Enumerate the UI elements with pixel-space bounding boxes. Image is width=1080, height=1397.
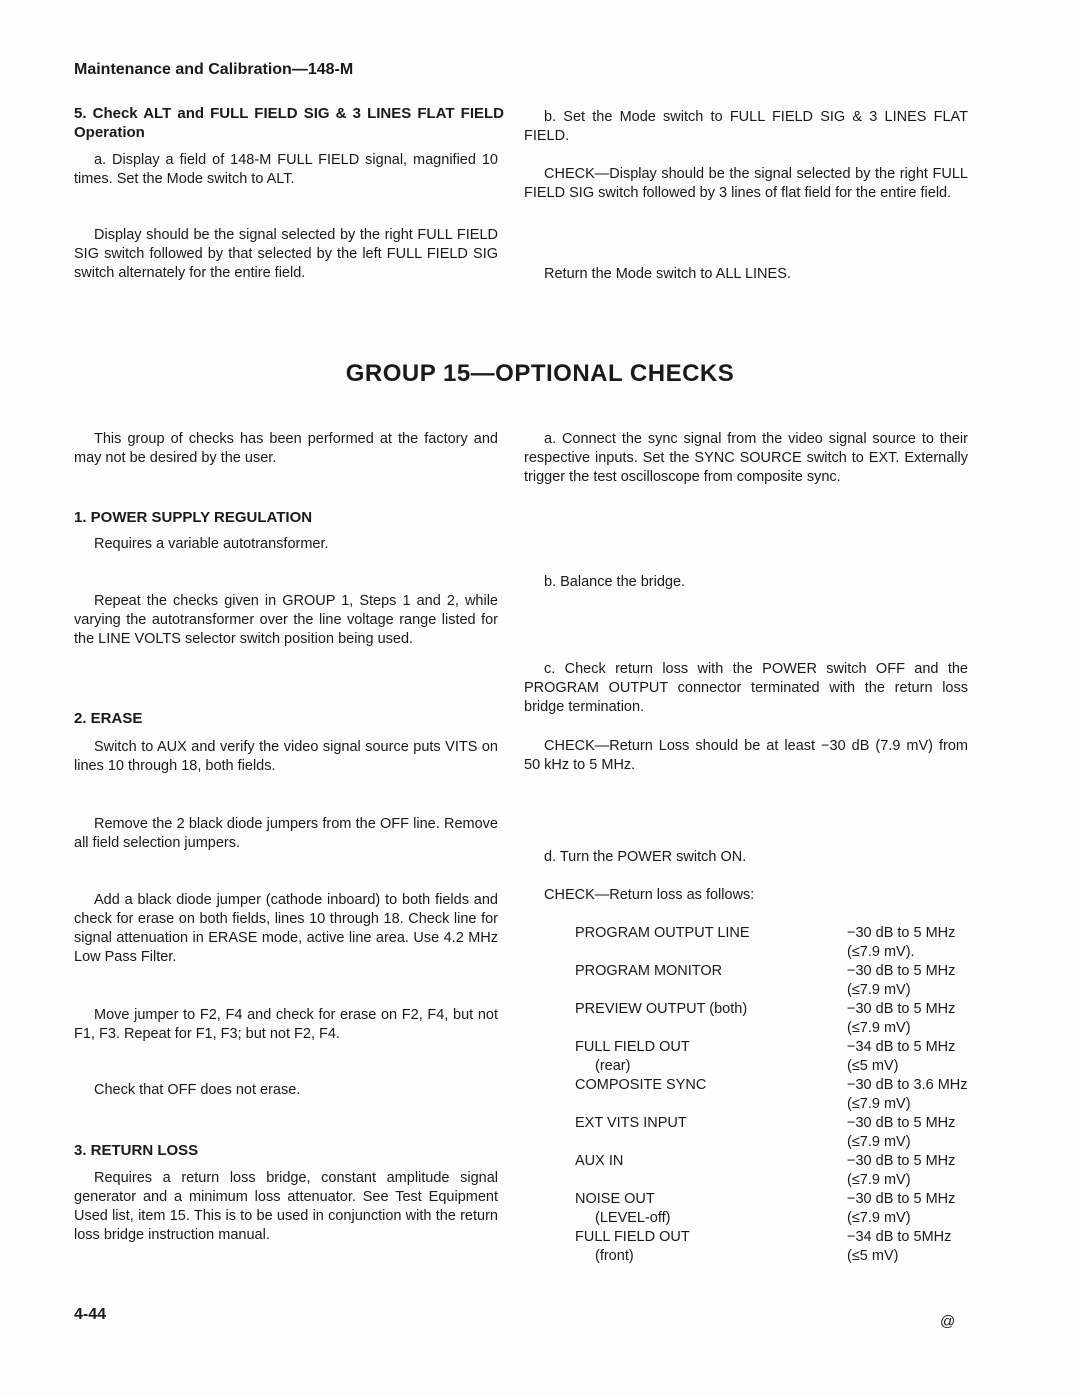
table-row bbox=[575, 1190, 992, 1209]
row-value: −30 dB to 5 MHz bbox=[847, 963, 956, 979]
step5-heading: 5. Check ALT and FULL FIELD SIG & 3 LINES FLAT FIELD Operation bbox=[74, 105, 504, 141]
table-row bbox=[575, 924, 992, 943]
row-name: COMPOSITE SYNC bbox=[575, 1077, 707, 1093]
s1-repeat: Repeat the checks given in GROUP 1, Steps 1 and 2, while varying the autotransformer over the line voltage range listed for the LINE VOLTS selector switch position being used. bbox=[74, 593, 498, 647]
group-title: GROUP 15—OPTIONAL CHECKS bbox=[345, 360, 735, 387]
s3-check2: CHECK—Return loss as follows: bbox=[544, 887, 755, 903]
s3-requires: Requires a return loss bridge, constant amplitude signal generator and a minimum loss attenuator. See Test Equipment Used list, item 15. This is to be used in conjunction with the return loss bridge instruction manual. bbox=[74, 1170, 498, 1243]
s3-c: c. Check return loss with the POWER switch OFF and the PROGRAM OUTPUT connector terminated with the return loss bridge termination. bbox=[524, 661, 968, 715]
s3-heading: 3. RETURN LOSS bbox=[74, 1142, 199, 1159]
row-limit: (≤7.9 mV) bbox=[847, 1096, 911, 1112]
table-row bbox=[575, 1038, 992, 1057]
step5-b: b. Set the Mode switch to FULL FIELD SIG & 3 LINES FLAT FIELD. bbox=[524, 109, 968, 144]
row-value: −30 dB to 5 MHz bbox=[847, 1001, 956, 1017]
row-name: PROGRAM MONITOR bbox=[575, 963, 723, 979]
row-name: EXT VITS INPUT bbox=[575, 1115, 687, 1131]
step5-check: CHECK—Display should be the signal selected by the right FULL FIELD SIG switch followed by 3 lines of flat field for the entire field. bbox=[524, 166, 968, 201]
row-limit: (≤5 mV) bbox=[847, 1058, 899, 1074]
step5-return: Return the Mode switch to ALL LINES. bbox=[544, 266, 791, 282]
table-row-sub bbox=[575, 943, 992, 962]
row-value: −30 dB to 5 MHz bbox=[847, 925, 956, 941]
s2-add: Add a black diode jumper (cathode inboard) to both fields and check for erase on both fields, lines 10 through 18. Check line for signal attenuation in ERASE mode, active line area. Use 4.2 MHz Low Pass Filter. bbox=[74, 892, 498, 965]
table-row-sub bbox=[575, 1133, 992, 1152]
row-value: −30 dB to 5 MHz bbox=[847, 1115, 956, 1131]
row-limit: (≤7.9 mV) bbox=[847, 1134, 911, 1150]
s2-heading: 2. ERASE bbox=[74, 710, 143, 727]
row-limit: (≤5 mV) bbox=[847, 1248, 899, 1264]
s3-check1: CHECK—Return Loss should be at least −30 dB (7.9 mV) from 50 kHz to 5 MHz. bbox=[524, 738, 968, 773]
running-header: Maintenance and Calibration—148-M bbox=[74, 61, 354, 78]
row-value: −30 dB to 5 MHz bbox=[847, 1191, 956, 1207]
return-loss-table bbox=[575, 924, 992, 1266]
row-subname: (rear) bbox=[595, 1058, 631, 1074]
table-row bbox=[575, 1000, 992, 1019]
s2-switch: Switch to AUX and verify the video signal source puts VITS on lines 10 through 18, both fields. bbox=[74, 739, 498, 774]
row-subname bbox=[575, 1171, 847, 1190]
row-subname: (front) bbox=[595, 1248, 634, 1264]
row-value: −34 dB to 5MHz bbox=[847, 1229, 952, 1245]
row-limit: (≤7.9 mV). bbox=[847, 944, 915, 960]
table-row bbox=[575, 1076, 992, 1095]
s3-b: b. Balance the bridge. bbox=[544, 574, 686, 590]
step5-display: Display should be the signal selected by the right FULL FIELD SIG switch followed by that selected by the left FULL FIELD SIG switch alternately for the entire field. bbox=[74, 227, 498, 281]
s2-off: Check that OFF does not erase. bbox=[94, 1082, 301, 1098]
step5-a: a. Display a field of 148-M FULL FIELD signal, magnified 10 times. Set the Mode switch to ALT. bbox=[74, 152, 498, 187]
table-row-sub bbox=[575, 1171, 992, 1190]
row-value: −30 dB to 5 MHz bbox=[847, 1153, 956, 1169]
s2-move: Move jumper to F2, F4 and check for erase on F2, F4, but not F1, F3. Repeat for F1, F3; but not F2, F4. bbox=[74, 1007, 498, 1042]
row-name: AUX IN bbox=[575, 1153, 624, 1169]
table-row bbox=[575, 1114, 992, 1133]
intro: This group of checks has been performed at the factory and may not be desired by the user. bbox=[74, 431, 498, 466]
page-number: 4-44 bbox=[74, 1306, 107, 1323]
row-name: NOISE OUT bbox=[575, 1191, 655, 1207]
table-row-sub bbox=[575, 1247, 992, 1266]
table-row-sub bbox=[575, 1209, 992, 1228]
row-name: PREVIEW OUTPUT (both) bbox=[575, 1001, 748, 1017]
s1-heading: 1. POWER SUPPLY REGULATION bbox=[74, 509, 313, 526]
table-row-sub bbox=[575, 1095, 992, 1114]
table-row-sub bbox=[575, 981, 992, 1000]
row-name: FULL FIELD OUT bbox=[575, 1229, 690, 1245]
s1-requires: Requires a variable autotransformer. bbox=[94, 536, 329, 552]
row-subname bbox=[575, 1133, 847, 1152]
row-limit: (≤7.9 mV) bbox=[847, 982, 911, 998]
table-row bbox=[575, 962, 992, 981]
row-limit: (≤7.9 mV) bbox=[847, 1020, 911, 1036]
row-subname bbox=[575, 943, 847, 962]
row-limit: (≤7.9 mV) bbox=[847, 1172, 911, 1188]
table-row-sub bbox=[575, 1019, 992, 1038]
table-row bbox=[575, 1228, 992, 1247]
row-value: −34 dB to 5 MHz bbox=[847, 1039, 956, 1055]
footer-mark: @ bbox=[940, 1313, 956, 1330]
row-name: FULL FIELD OUT bbox=[575, 1039, 690, 1055]
s3-d: d. Turn the POWER switch ON. bbox=[544, 849, 747, 865]
row-limit: (≤7.9 mV) bbox=[847, 1210, 911, 1226]
row-subname bbox=[575, 1095, 847, 1114]
row-subname bbox=[575, 981, 847, 1000]
row-name: PROGRAM OUTPUT LINE bbox=[575, 925, 750, 941]
row-subname: (LEVEL-off) bbox=[595, 1210, 671, 1226]
row-subname bbox=[575, 1019, 847, 1038]
row-value: −30 dB to 3.6 MHz bbox=[847, 1077, 968, 1093]
s2-remove: Remove the 2 black diode jumpers from the OFF line. Remove all field selection jumpers. bbox=[74, 816, 498, 851]
table-row-sub bbox=[575, 1057, 992, 1076]
s3-a: a. Connect the sync signal from the video signal source to their respective inputs. Set the SYNC SOURCE switch to EXT. Externally trigger the test oscilloscope from composite sync. bbox=[524, 431, 968, 485]
table-row bbox=[575, 1152, 992, 1171]
